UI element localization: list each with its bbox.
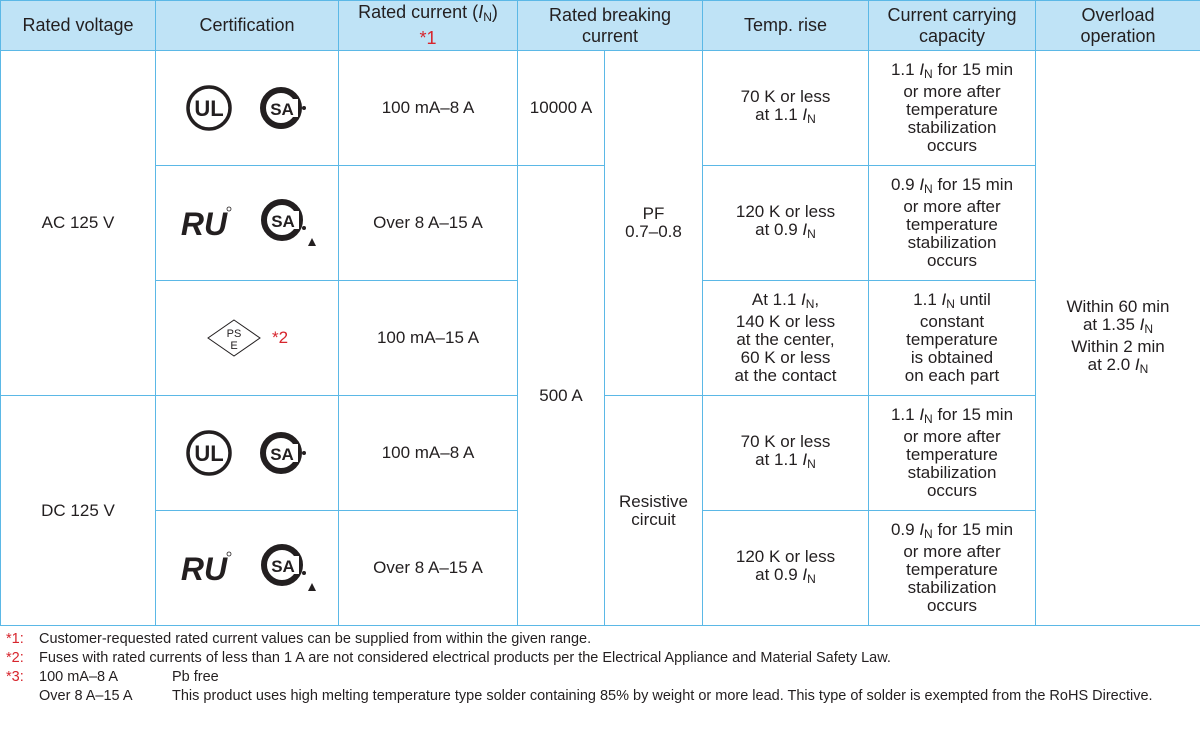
svg-text:SA: SA [271,557,295,576]
csa-mark-icon [261,198,317,248]
cert-cell [156,51,339,166]
header-overload-operation: Overload operation [1036,1,1200,51]
overload-cell: Within 60 min at 1.35 $I_N$ Within 2 min at 2.0 $I_N$ [1036,51,1200,626]
temp-rise-cell: 70 K or less at 1.1 $I_N$ [703,51,869,166]
ul-mark-icon [186,430,232,476]
carrying-capacity-cell: 0.9 $I_N$ for 15 min or more after temperature stabilization occurs [869,166,1036,281]
svg-text:PS: PS [226,328,242,340]
cert-cell [156,396,339,511]
temp-rise-cell: 120 K or less at 0.9 $I_N$ [703,511,869,626]
footnotes [6,630,1196,706]
svg-text:UL: UL [194,441,224,466]
current-cell: Over 8 A–15 A [339,166,518,281]
svg-text:UL: UL [194,96,224,121]
breaking-pf-cell: PF 0.7–0.8 [605,51,703,396]
breaking-amps-cell: 10000 A [518,51,605,166]
cert-cell [156,511,339,626]
header-rated-current: Rated current $(I_N)$ *1 [339,1,518,51]
cert-cell [156,166,339,281]
footnote-3: *3: 100 mA–8 A Pb free Over 8 A–15 A This product uses high melting temperature type solder containing 85% by weight or more lead. This type of solder is exempted from the RoHS Directive. [6,669,1153,704]
temp-rise-cell: 120 K or less at 0.9 $I_N$ [703,166,869,281]
breaking-resistive-cell: Resistive circuit [605,396,703,626]
header-current-carrying-capacity: Current carrying capacity [869,1,1036,51]
pse-mark-icon [206,318,262,358]
cert-cell [156,281,339,396]
carrying-capacity-cell: 1.1 $I_N$ until constant temperature is obtained on each part [869,281,1036,396]
carrying-capacity-cell: 1.1 $I_N$ for 15 min or more after temperature stabilization occurs [869,396,1036,511]
svg-text:E: E [230,340,238,352]
table-row [1,51,1200,166]
current-cell: 100 mA–8 A [339,396,518,511]
csa-mark-icon [261,543,317,593]
ul-mark-icon [186,85,232,131]
ru-recognized-mark-icon [177,205,233,241]
current-cell: 100 mA–15 A [339,281,518,396]
header-certification: Certification [156,1,339,51]
header-temp-rise: Temp. rise [703,1,869,51]
voltage-cell-ac: AC 125 V [1,51,156,396]
temp-rise-cell: At 1.1 $I_N$, 140 K or less at the center, 60 K or less at the contact [703,281,869,396]
table-row [1,166,1200,281]
csa-mark-icon [260,430,308,476]
carrying-capacity-cell: 1.1 $I_N$ for 15 min or more after temperature stabilization occurs [869,51,1036,166]
footnote-ref-2: *2 [271,328,289,347]
carrying-capacity-cell: 0.9 $I_N$ for 15 min or more after temperature stabilization occurs [869,511,1036,626]
header-rated-voltage: Rated voltage [1,1,156,51]
temp-rise-cell: 70 K or less at 1.1 $I_N$ [703,396,869,511]
breaking-amps-cell: 500 A [518,166,605,626]
csa-mark-icon [260,85,308,131]
svg-text:SA: SA [270,100,294,119]
voltage-cell-dc: DC 125 V [1,396,156,626]
footnote-2: *2: Fuses with rated currents of less than 1 A are not considered electrical products per the Electrical Appliance and Material Safety Law. [6,650,891,666]
footnote-ref-1: *1 [419,28,437,48]
svg-text:SA: SA [271,212,295,231]
svg-text:RU: RU [180,551,228,586]
svg-text:SA: SA [270,445,294,464]
header-row [1,1,1200,51]
svg-text:RU: RU [180,206,228,241]
ru-recognized-mark-icon [177,550,233,586]
header-rated-breaking-current: Rated breaking current [518,1,703,51]
current-cell: Over 8 A–15 A [339,511,518,626]
footnote-1: *1: Customer-requested rated current values can be supplied from within the given range. [6,631,592,647]
current-cell: 100 mA–8 A [339,51,518,166]
